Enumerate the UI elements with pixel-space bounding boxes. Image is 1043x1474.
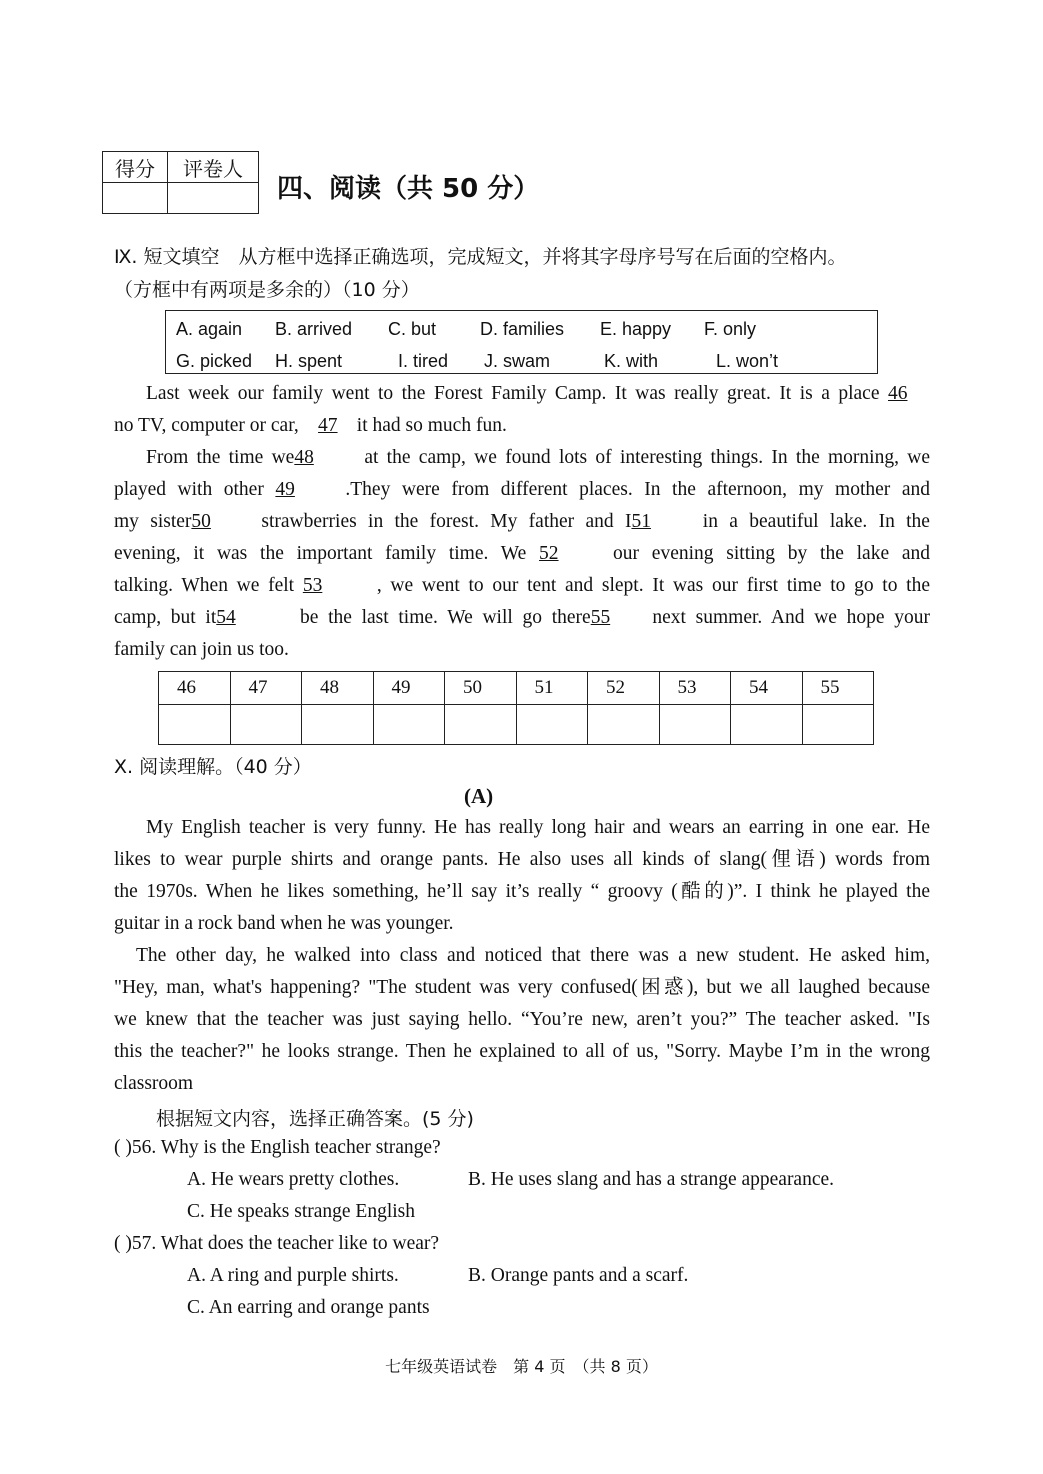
option-56-b[interactable]: B. He uses slang and has a strange appearance. <box>468 1169 835 1190</box>
option-c: C. but <box>388 319 437 339</box>
answer-cell-51[interactable] <box>516 705 588 745</box>
section-a-label: (A) <box>464 784 494 808</box>
answer-cell-53[interactable] <box>659 705 731 745</box>
reading-line: The other day, he walked into class and noticed that there was a new student. He asked him, <box>136 945 930 966</box>
passage-line: Last week our family went to the Forest Family Camp. It was really great. It is a place 46 <box>146 378 930 410</box>
passage-line: my sister50 strawberries in the forest. My father and I51 in a beautiful lake. In the <box>114 506 930 538</box>
passage-line: talking. When we felt 53 , we went to our tent and slept. It was our first time to go to the <box>114 570 930 602</box>
reading-line: classroom <box>114 1073 194 1094</box>
answer-cell-49[interactable] <box>373 705 445 745</box>
passage-line: played with other 49 .They were from different places. In the afternoon, my mother and <box>114 474 930 506</box>
option-d: D. families <box>480 319 565 339</box>
answer-number: 47 <box>230 672 302 705</box>
questions-instruction: 根据短文内容，选择正确答案。(5 分) <box>156 1108 474 1130</box>
answer-cell-55[interactable] <box>802 705 874 745</box>
option-57-a[interactable]: A. A ring and purple shirts. <box>187 1265 399 1286</box>
answer-number: 48 <box>302 672 374 705</box>
passage-line: From the time we48 at the camp, we found lots of interesting things. In the morning, we <box>146 442 930 474</box>
section-title: 四、阅读（共 50 分） <box>277 174 540 204</box>
option-b: B. arrived <box>275 319 353 339</box>
options-box <box>165 310 878 374</box>
option-57-c[interactable]: C. An earring and orange pants <box>187 1297 430 1318</box>
page-footer: 七年级英语试卷 第 4 页 （共 8 页） <box>385 1357 658 1376</box>
blank-49[interactable]: 49 <box>275 479 295 500</box>
blank-54[interactable]: 54 <box>216 607 236 628</box>
reading-line: guitar in a rock band when he was younger. <box>114 913 454 934</box>
score-label: 得分 <box>103 152 168 183</box>
question-57: ( )57. What does the teacher like to wear? <box>114 1233 440 1254</box>
reading-line: "Hey, man, what's happening? "The student was very confused(困惑), but we all laughed because <box>114 977 930 998</box>
answer-cell-47[interactable] <box>230 705 302 745</box>
score-box <box>102 151 259 214</box>
option-f: F. only <box>704 319 757 339</box>
score-cell[interactable] <box>103 183 168 214</box>
reading-line: My English teacher is very funny. He has really long hair and wears an earring in one ear. He <box>146 817 930 838</box>
blank-48[interactable]: 48 <box>294 447 314 468</box>
answer-number: 54 <box>731 672 803 705</box>
blank-47[interactable]: 47 <box>318 415 338 436</box>
option-a: A. again <box>176 319 243 339</box>
option-g: G. picked <box>176 351 253 371</box>
reading-line: we knew that the teacher was just saying hello. “You’re new, aren’t you?” The teacher asked. "Is <box>114 1009 930 1030</box>
option-56-c[interactable]: C. He speaks strange English <box>187 1201 416 1222</box>
reviewer-cell[interactable] <box>168 183 259 214</box>
answer-cell-48[interactable] <box>302 705 374 745</box>
option-e: E. happy <box>600 319 672 339</box>
answer-number: 53 <box>659 672 731 705</box>
blank-53[interactable]: 53 <box>302 575 323 596</box>
answer-number: 46 <box>159 672 231 705</box>
option-57-b[interactable]: B. Orange pants and a scarf. <box>468 1265 689 1286</box>
answer-cell-46[interactable] <box>159 705 231 745</box>
passage-line: family can join us too. <box>114 639 289 660</box>
blank-46[interactable]: 46 <box>888 383 908 404</box>
reading-line: this the teacher?" he looks strange. Then he explained to all of us, "Sorry. Maybe I’m in the wrong <box>114 1041 930 1062</box>
blank-50[interactable]: 50 <box>191 511 211 532</box>
passage-line: camp, but it54 be the last time. We will go there55 next summer. And we hope your <box>114 602 930 634</box>
answer-number: 52 <box>588 672 660 705</box>
blank-51[interactable]: 51 <box>631 511 651 532</box>
question-56: ( )56. Why is the English teacher strange? <box>114 1137 441 1158</box>
answer-grid <box>158 671 874 745</box>
option-j: J. swam <box>484 351 551 371</box>
reviewer-label: 评卷人 <box>168 152 259 183</box>
reading-line: the 1970s. When he likes something, he’ll say it’s really “ groovy (酷的)”. I think he played the <box>114 881 930 902</box>
passage-line: no TV, computer or car, 47 it had so much fun. <box>114 410 930 442</box>
answer-number: 51 <box>516 672 588 705</box>
answer-cell-54[interactable] <box>731 705 803 745</box>
option-56-a[interactable]: A. He wears pretty clothes. <box>187 1169 400 1190</box>
passage-line: evening, it was the important family time. We 52 our evening sitting by the lake and <box>114 538 930 570</box>
option-l: L. won’t <box>716 351 779 371</box>
option-k: K. with <box>604 351 659 371</box>
answer-number: 50 <box>445 672 517 705</box>
reading-line: likes to wear purple shirts and orange pants. He also uses all kinds of slang(俚语) words from <box>114 849 930 870</box>
option-h: H. spent <box>275 351 343 371</box>
blank-52[interactable]: 52 <box>539 543 559 564</box>
answer-number: 55 <box>802 672 874 705</box>
part9-heading: Ⅸ. 短文填空 从方框中选择正确选项，完成短文，并将其字母序号写在后面的空格内。 <box>114 246 847 268</box>
answer-cell-50[interactable] <box>445 705 517 745</box>
part10-heading: Ⅹ. 阅读理解。（40 分） <box>114 756 312 778</box>
blank-55[interactable]: 55 <box>590 607 611 628</box>
answer-cell-52[interactable] <box>588 705 660 745</box>
part9-heading-note: （方框中有两项是多余的）（10 分） <box>114 279 420 301</box>
answer-number: 49 <box>373 672 445 705</box>
option-i: I. tired <box>398 351 449 371</box>
